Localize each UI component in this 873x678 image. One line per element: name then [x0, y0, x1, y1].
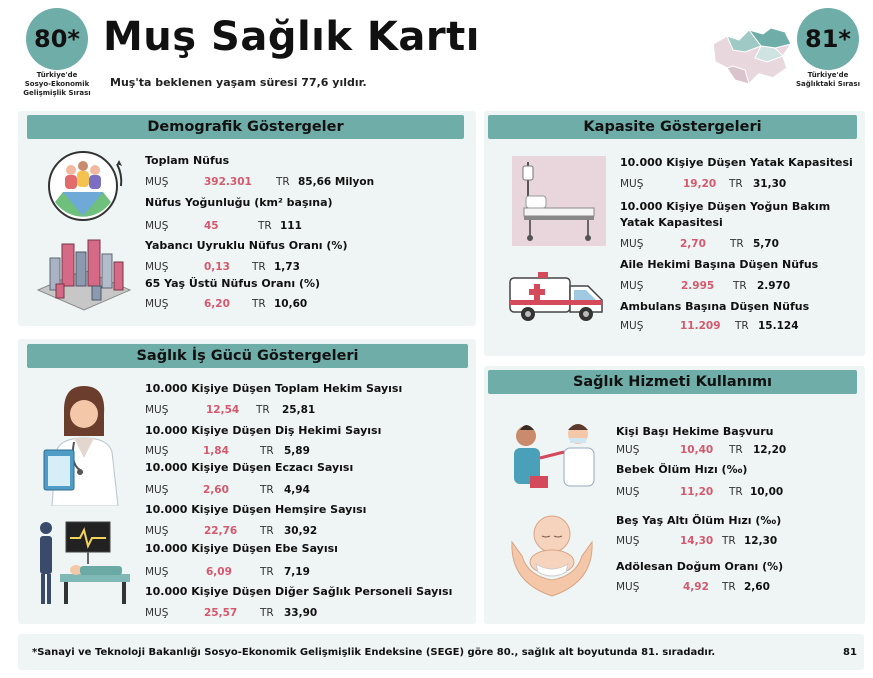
- health-rank-badge: 81*: [797, 8, 859, 70]
- adolescent-birth-label: Adölesan Doğum Oranı (%): [616, 560, 784, 573]
- population-density-tr-value: 111: [280, 220, 302, 232]
- caption-line: Sosyo-Ekonomik: [24, 80, 90, 88]
- local-label: MUŞ: [145, 566, 169, 578]
- national-label: TR: [260, 525, 274, 537]
- other-staff-count-tr-value: 33,90: [284, 607, 318, 619]
- capacity-header: Kapasite Göstergeleri: [488, 115, 857, 139]
- national-label: TR: [729, 486, 743, 498]
- national-label: TR: [729, 444, 743, 456]
- national-label: TR: [735, 320, 749, 332]
- local-label: MUŞ: [616, 444, 640, 456]
- health-rank-caption: [786, 71, 870, 89]
- local-label: MUŞ: [620, 238, 644, 250]
- national-label: TR: [252, 298, 266, 310]
- local-label: MUŞ: [620, 178, 644, 190]
- pharmacist-count-label: 10.000 Kişiye Düşen Eczacı Sayısı: [145, 461, 354, 474]
- elderly-population-mus-value: 6,20: [204, 298, 230, 310]
- local-label: MUŞ: [145, 176, 169, 188]
- midwife-count-tr-value: 7,19: [284, 566, 310, 578]
- national-label: TR: [729, 178, 743, 190]
- local-label: MUŞ: [145, 261, 169, 273]
- national-label: TR: [256, 404, 270, 416]
- national-label: TR: [276, 176, 290, 188]
- physician-count-mus-value: 12,54: [206, 404, 240, 416]
- national-label: TR: [260, 484, 274, 496]
- baby-in-hands-icon: [506, 502, 600, 600]
- local-label: MUŞ: [145, 525, 169, 537]
- demographic-header: Demografik Göstergeler: [27, 115, 464, 139]
- elderly-population-label: 65 Yaş Üstü Nüfus Oranı (%): [145, 277, 321, 290]
- ambulance-population-mus-value: 11.209: [680, 320, 721, 332]
- total-population-label: Toplam Nüfus: [145, 154, 230, 167]
- under-five-mortality-label: Beş Yaş Altı Ölüm Hızı (‰): [616, 514, 782, 527]
- page-title: Muş Sağlık Kartı: [103, 14, 480, 60]
- hospital-bed-icon: [512, 156, 606, 246]
- local-label: MUŞ: [616, 486, 640, 498]
- family-physician-label: Aile Hekimi Başına Düşen Nüfus: [620, 258, 819, 271]
- national-label: TR: [722, 581, 736, 593]
- population-density-mus-value: 45: [204, 220, 219, 232]
- dentist-count-mus-value: 1,84: [203, 445, 229, 457]
- service-header: Sağlık Hizmeti Kullanımı: [488, 370, 857, 394]
- icu-capacity-label: 10.000 Kişiye Düşen Yoğun Bakım: [620, 200, 831, 213]
- workforce-header: Sağlık İş Gücü Göstergeleri: [27, 344, 468, 368]
- icu-capacity-label-line2: Yatak Kapasitesi: [620, 216, 723, 229]
- infant-mortality-tr-value: 10,00: [750, 486, 784, 498]
- local-label: MUŞ: [145, 484, 169, 496]
- pharmacist-count-mus-value: 2,60: [203, 484, 229, 496]
- national-label: TR: [260, 445, 274, 457]
- infant-mortality-mus-value: 11,20: [680, 486, 714, 498]
- caption-line: Sağlıktaki Sırası: [796, 80, 860, 88]
- family-physician-mus-value: 2.995: [681, 280, 715, 292]
- under-five-mortality-tr-value: 12,30: [744, 535, 778, 547]
- local-label: MUŞ: [145, 298, 169, 310]
- ambulance-population-tr-value: 15.124: [758, 320, 799, 332]
- physician-count-label: 10.000 Kişiye Düşen Toplam Hekim Sayısı: [145, 382, 403, 395]
- foreign-population-label: Yabancı Uyruklu Nüfus Oranı (%): [145, 239, 348, 252]
- national-label: TR: [722, 535, 736, 547]
- family-physician-tr-value: 2.970: [757, 280, 791, 292]
- physician-count-tr-value: 25,81: [282, 404, 316, 416]
- socioeconomic-rank-caption: [14, 71, 100, 98]
- city-buildings-icon: [32, 234, 136, 314]
- national-label: TR: [733, 280, 747, 292]
- population-density-label: Nüfus Yoğunluğu (km² başına): [145, 196, 333, 209]
- socioeconomic-rank-badge: 80*: [26, 8, 88, 70]
- pharmacist-count-tr-value: 4,94: [284, 484, 310, 496]
- total-population-mus-value: 392.301: [204, 176, 252, 188]
- ambulance-population-label: Ambulans Başına Düşen Nüfus: [620, 300, 810, 313]
- vaccination-icon: [506, 418, 600, 490]
- page-number: 81: [843, 647, 857, 658]
- infant-mortality-label: Bebek Ölüm Hızı (‰): [616, 463, 748, 476]
- ambulance-icon: [508, 262, 606, 324]
- caption-line: Türkiye'de: [36, 71, 78, 79]
- icu-capacity-tr-value: 5,70: [753, 238, 779, 250]
- nurse-count-mus-value: 22,76: [204, 525, 238, 537]
- bed-capacity-tr-value: 31,30: [753, 178, 787, 190]
- patient-monitor-icon: [36, 518, 136, 606]
- elderly-population-tr-value: 10,60: [274, 298, 308, 310]
- population-icon: [43, 146, 128, 224]
- national-label: TR: [258, 220, 272, 232]
- foreign-population-tr-value: 1,73: [274, 261, 300, 273]
- local-label: MUŞ: [145, 445, 169, 457]
- national-label: TR: [730, 238, 744, 250]
- physician-visits-tr-value: 12,20: [753, 444, 787, 456]
- bed-capacity-mus-value: 19,20: [683, 178, 717, 190]
- foreign-population-mus-value: 0,13: [204, 261, 230, 273]
- local-label: MUŞ: [145, 220, 169, 232]
- bed-capacity-label: 10.000 Kişiye Düşen Yatak Kapasitesi: [620, 156, 853, 169]
- dentist-count-tr-value: 5,89: [284, 445, 310, 457]
- midwife-count-mus-value: 6,09: [206, 566, 232, 578]
- adolescent-birth-tr-value: 2,60: [744, 581, 770, 593]
- under-five-mortality-mus-value: 14,30: [680, 535, 714, 547]
- local-label: MUŞ: [620, 280, 644, 292]
- nurse-count-label: 10.000 Kişiye Düşen Hemşire Sayısı: [145, 503, 367, 516]
- total-population-tr-value: 85,66 Milyon: [298, 176, 375, 188]
- caption-line: Türkiye'de: [807, 71, 849, 79]
- physician-visits-mus-value: 10,40: [680, 444, 714, 456]
- national-label: TR: [252, 261, 266, 273]
- footnote: *Sanayi ve Teknoloji Bakanlığı Sosyo-Ekonomik Gelişmişlik Endeksine (SEGE) göre 80., sağlık alt boyutunda 81. sıradadır.: [32, 647, 716, 658]
- local-label: MUŞ: [616, 535, 640, 547]
- local-label: MUŞ: [145, 404, 169, 416]
- other-staff-count-label: 10.000 Kişiye Düşen Diğer Sağlık Personeli Sayısı: [145, 585, 453, 598]
- other-staff-count-mus-value: 25,57: [204, 607, 238, 619]
- physician-visits-label: Kişi Başı Hekime Başvuru: [616, 425, 774, 438]
- local-label: MUŞ: [620, 320, 644, 332]
- midwife-count-label: 10.000 Kişiye Düşen Ebe Sayısı: [145, 542, 338, 555]
- caption-line: Gelişmişlik Sırası: [23, 89, 91, 97]
- national-label: TR: [260, 566, 274, 578]
- doctor-icon: [34, 380, 134, 506]
- local-label: MUŞ: [616, 581, 640, 593]
- local-label: MUŞ: [145, 607, 169, 619]
- dentist-count-label: 10.000 Kişiye Düşen Diş Hekimi Sayısı: [145, 424, 382, 437]
- icu-capacity-mus-value: 2,70: [680, 238, 706, 250]
- nurse-count-tr-value: 30,92: [284, 525, 318, 537]
- adolescent-birth-mus-value: 4,92: [683, 581, 709, 593]
- life-expectancy-note: Muş'ta beklenen yaşam süresi 77,6 yıldır.: [110, 76, 367, 89]
- national-label: TR: [260, 607, 274, 619]
